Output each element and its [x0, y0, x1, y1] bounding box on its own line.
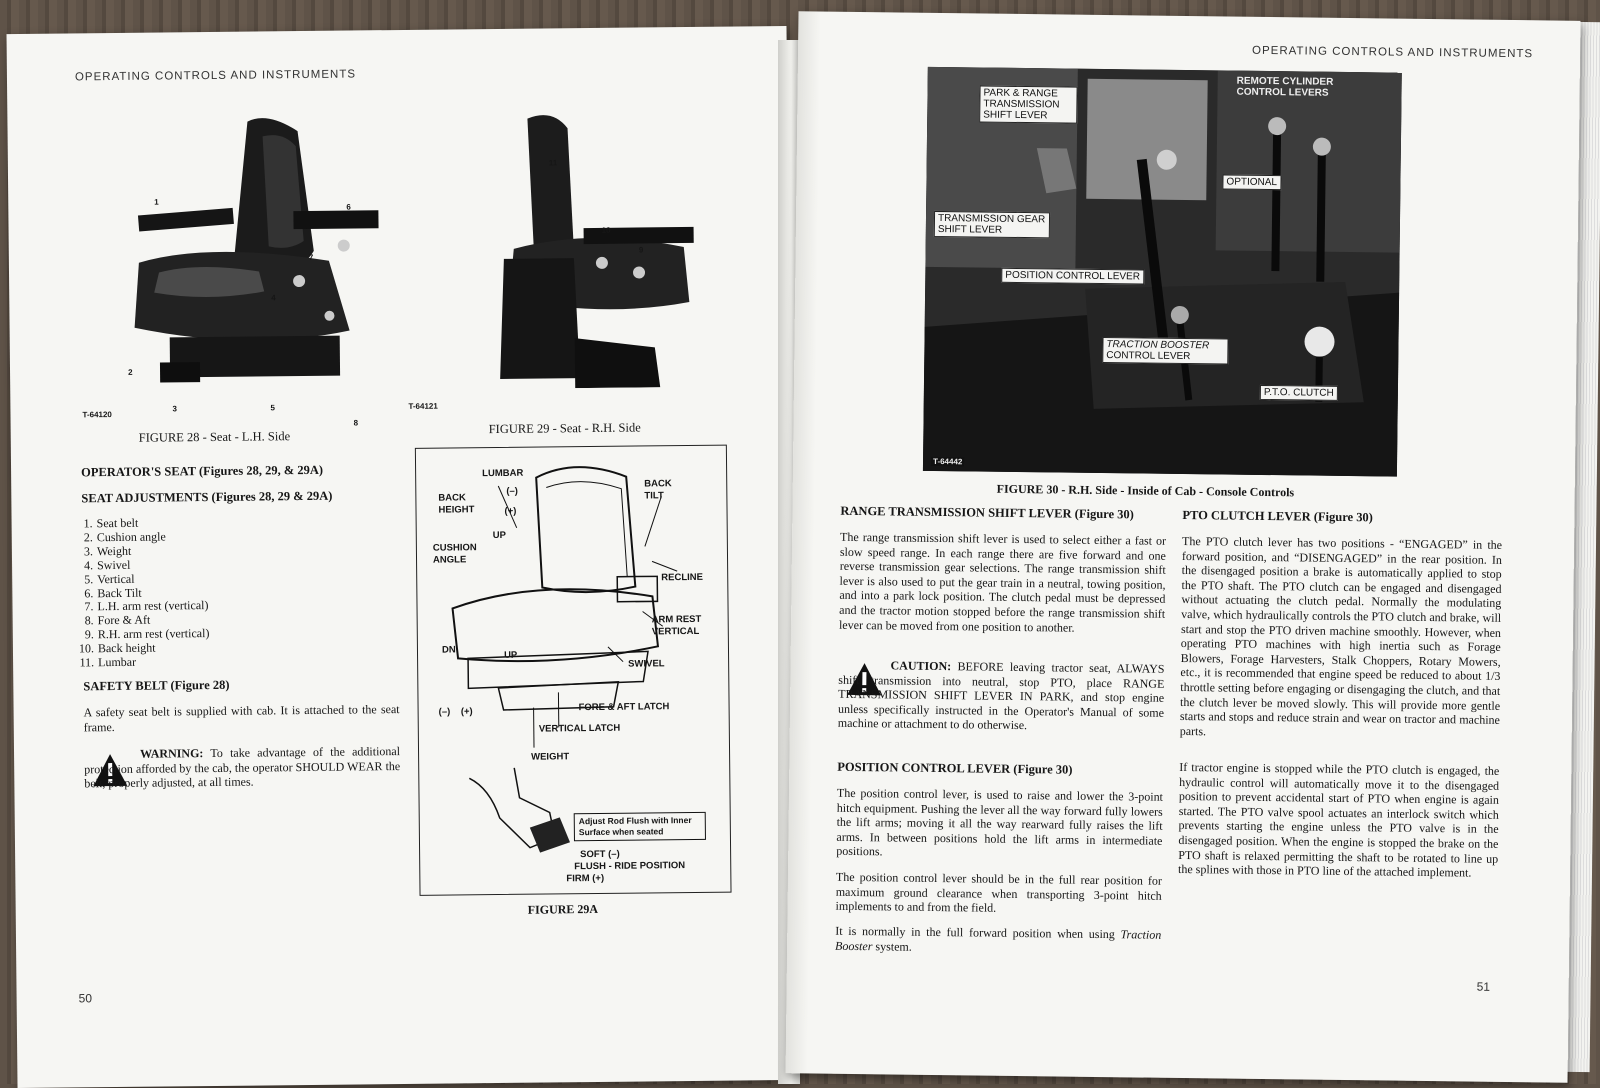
- seat-adjustments-heading: SEAT ADJUSTMENTS (Figures 28, 29 & 29A): [81, 489, 332, 507]
- range-transmission-heading: RANGE TRANSMISSION SHIFT LEVER (Figure 30): [840, 504, 1134, 523]
- fig28-callout-2: 2: [128, 368, 133, 377]
- right-running-head: OPERATING CONTROLS AND INSTRUMENTS: [1252, 45, 1533, 60]
- fig29-callout-9: 9: [639, 245, 644, 254]
- warning-text: To take advantage of the additional protection afforded by the cab, the operator SHOULD WEAR the belt, properly adjusted, at all times.: [84, 744, 400, 790]
- fig28-callout-3: 3: [172, 404, 177, 413]
- right-page: [786, 11, 1581, 1082]
- fig28-callout-7: 7: [309, 253, 314, 262]
- remote-cylinder-label: REMOTE CYLINDER CONTROL LEVERS: [1233, 75, 1347, 100]
- figure29-caption: FIGURE 29 - Seat - R.H. Side: [489, 420, 641, 437]
- position-control-text-2: The position control lever should be in the full rear position for maximum ground clearance when transporting 3-point hitch implements to and from the field.: [835, 870, 1162, 918]
- text3-italic: Traction Booster: [835, 927, 1161, 953]
- list-item: 2. Cushion angle: [64, 530, 209, 545]
- transmission-gear-label: TRANSMISSION GEAR SHIFT LEVER: [934, 211, 1050, 238]
- right-page-number: 51: [1477, 980, 1491, 994]
- traction-booster-label: [1102, 337, 1228, 365]
- fig28-callout-8: 8: [354, 418, 359, 427]
- optional-label: OPTIONAL: [1222, 174, 1281, 190]
- fig29-callout-11: 11: [549, 158, 558, 167]
- minus-plus-label: (–) (+): [439, 706, 473, 717]
- figure28-photo: [97, 100, 400, 413]
- list-item: 6. Back Tilt: [64, 586, 209, 601]
- list-item: 1. Seat belt: [64, 516, 209, 531]
- position-control-text-1: The position control lever, is used to raise and lower the 3-point hitch equipment. Pushing the lever all the way forward fully lowers the lift arms; moving it all the way rearward fully raises the lift arms. In between positions hold the lift arms in intermediate positions.: [836, 786, 1163, 863]
- warning-label: WARNING:: [140, 746, 203, 761]
- list-item: 8. Fore & Aft: [65, 613, 210, 628]
- figure28-caption: FIGURE 28 - Seat - L.H. Side: [139, 429, 291, 446]
- figure29-photo: [452, 107, 705, 390]
- weight-label: WEIGHT: [531, 751, 569, 762]
- operators-seat-heading: OPERATOR'S SEAT (Figures 28, 29, & 29A): [81, 463, 323, 481]
- pto-clutch-heading: PTO CLUTCH LEVER (Figure 30): [1182, 508, 1373, 525]
- list-item: 10. Back height: [65, 641, 210, 656]
- list-item: 11. Lumbar: [65, 655, 210, 670]
- adjust-rod-note: Adjust Rod Flush with Inner Surface when seated: [574, 812, 706, 841]
- vertical-latch-label: VERTICAL LATCH: [539, 723, 621, 735]
- list-item: 7. L.H. arm rest (vertical): [64, 599, 209, 614]
- fig28-callout-5: 5: [270, 403, 275, 412]
- control-lever-text: CONTROL LEVER: [1106, 350, 1190, 362]
- text3-part-a: It is normally in the full forward position when using: [835, 924, 1115, 941]
- figure30-photo: [923, 67, 1402, 477]
- fore-aft-latch-label: FORE & AFT LATCH: [579, 701, 670, 713]
- caution-text: BEFORE leaving tractor seat, ALWAYS shift transmission into neutral, stop PTO, place RANGE TRANSMISSION SHIFT LEVER IN PARK, and stop engine unless specifically instructed in the Operator's Manual of some machine or attachment to do otherwise.: [838, 659, 1165, 732]
- figure30-caption: FIGURE 30 - R.H. Side - Inside of Cab - Console Controls: [997, 482, 1295, 501]
- cushion-angle-label: CUSHION ANGLE: [433, 542, 485, 567]
- list-item: 5. Vertical: [64, 572, 209, 587]
- up-label: UP: [493, 530, 506, 541]
- position-control-label: POSITION CONTROL LEVER: [1001, 268, 1144, 285]
- left-page-number: 50: [79, 991, 93, 1005]
- traction-booster-italic: TRACTION BOOSTER: [1106, 339, 1209, 351]
- fig28-callout-1: 1: [154, 198, 159, 207]
- dn-label: DN: [442, 644, 456, 655]
- range-transmission-text: The range transmission shift lever is used to select either a fast or slow speed range. In each range there are five forward and one reverse transmission gear selections. The range transmission shift lever is also used to put the gear train in a neutral, towing position, and into a park lock position. The clutch pedal must be depressed and the tractor motion stopped before the range transmission shift lever can be moved from one position to another.: [839, 530, 1166, 636]
- figure29a-caption: FIGURE 29A: [528, 902, 598, 918]
- position-control-heading: POSITION CONTROL LEVER (Figure 30): [837, 760, 1072, 778]
- safety-belt-text: A safety seat belt is supplied with cab. It is attached to the seat frame.: [84, 702, 400, 734]
- list-item: 3. Weight: [64, 544, 209, 559]
- arm-rest-vertical-label: ARM REST VERTICAL: [652, 614, 712, 639]
- lumbar-label: LUMBAR: [482, 468, 523, 479]
- lumbar-minus-label: (–): [506, 486, 518, 497]
- fig28-callout-4: 4: [271, 293, 276, 302]
- swivel-label: SWIVEL: [628, 658, 665, 669]
- figure29a-diagram: [415, 445, 732, 896]
- figure29-code: T-64121: [408, 402, 437, 411]
- caution-label: CAUTION:: [890, 658, 951, 673]
- pto-clutch-label: P.T.O. CLUTCH: [1260, 385, 1338, 401]
- pto-clutch-text-1: The PTO clutch lever has two positions - “ENGAGED” in the forward position, and “DISENGAGED” in the rear position. In the disengaged position a brake is automatically applied to stop the PTO shaft. The PTO clutch can be engaged and disengaged without actuating the clutch pedal. Normally the modulating valve, which hydraulically controls the PTO clutch and brake, will start and stop the PTO driven machine smoothly. However, when operating PTO machines with high inertia such as Forage Blowers, Forage Harvesters, Stalk Choppers, Rotary Mowers, etc., it is recommended that engine speed be reduced to about 1/3 throttle setting before engaging or disengaging the clutch, and that the clutch lever be moved slowly. This will provide more gentle starts and stops and reduce strain and wear on tractor and machine parts.: [1180, 534, 1502, 742]
- safety-belt-heading: SAFETY BELT (Figure 28): [83, 678, 229, 695]
- position-control-text-3: [835, 924, 1161, 957]
- fig28-callout-6: 6: [346, 203, 351, 212]
- fig29-callout-10: 10: [602, 226, 611, 235]
- seat-adjustments-list: [64, 516, 210, 670]
- text3-part-b: system.: [875, 939, 912, 953]
- list-item: 4. Swivel: [64, 558, 209, 573]
- back-tilt-label: BACK TILT: [644, 478, 684, 502]
- soft-label: SOFT (–): [580, 849, 620, 860]
- firm-label: FIRM (+): [566, 873, 604, 884]
- flush-ride-label: FLUSH - RIDE POSITION: [574, 860, 685, 872]
- up2-label: UP: [504, 650, 517, 661]
- pto-clutch-text-2: If tractor engine is stopped while the PTO clutch is engaged, the hydraulic control will automatically move it to the disengaged position to prevent accidental start of PTO when engine is again started. The PTO valve spool actuates an interlock switch which prevents starting the engine unless the PTO valve is in the disengaged position. When the engine is stopped the brake on the PTO shaft is relaxed permitting the shaft to be rotated to line up the splines with those in PTO line of the attached implement.: [1178, 760, 1499, 881]
- park-range-label: PARK & RANGE TRANSMISSION SHIFT LEVER: [979, 85, 1077, 123]
- plus-label: (+): [504, 506, 516, 517]
- caution-block: [838, 658, 1165, 735]
- left-page: [7, 26, 798, 1088]
- figure28-code: T-64120: [82, 410, 111, 419]
- back-height-label: BACK HEIGHT: [438, 492, 484, 516]
- recline-label: RECLINE: [661, 572, 703, 583]
- figure30-code: T-64442: [931, 457, 964, 466]
- list-item: 9. R.H. arm rest (vertical): [65, 627, 210, 642]
- left-running-head: OPERATING CONTROLS AND INSTRUMENTS: [75, 68, 356, 83]
- warning-block: [84, 744, 400, 791]
